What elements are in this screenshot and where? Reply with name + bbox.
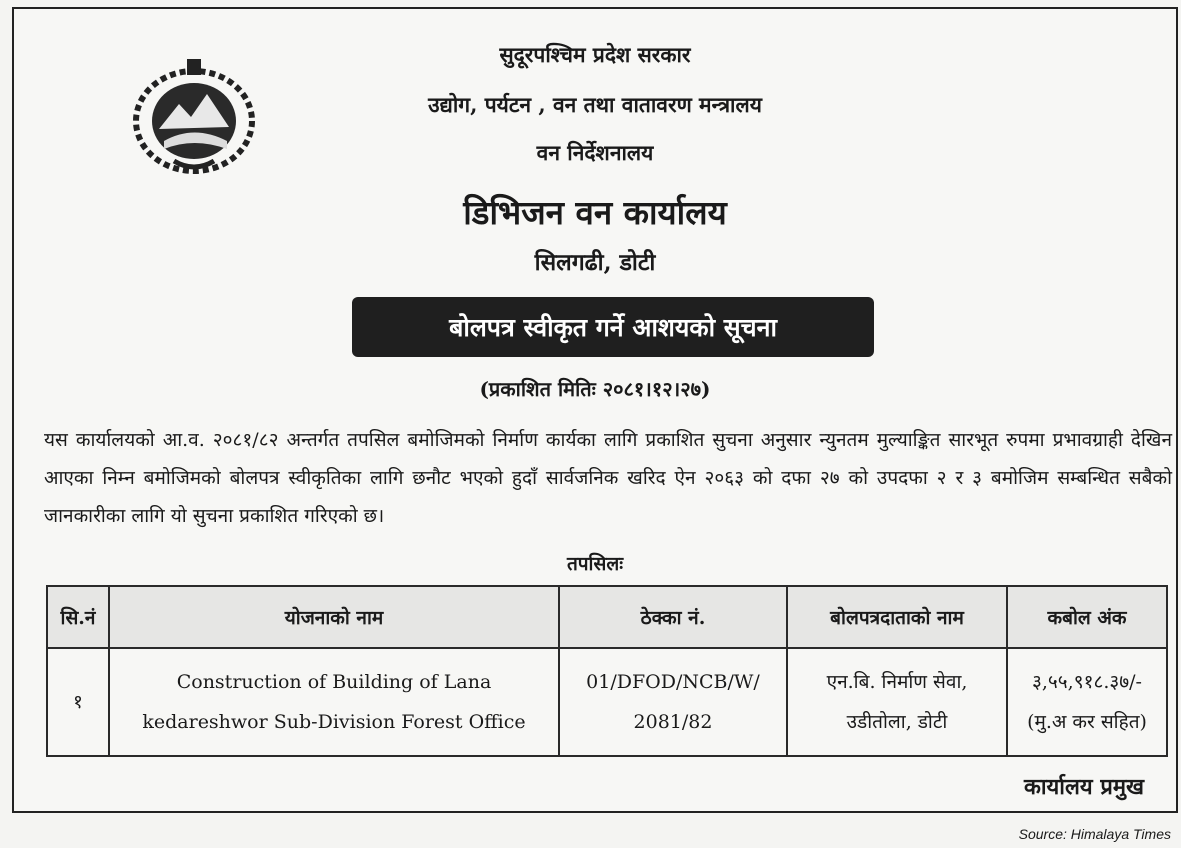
published-date: (प्रकाशित मितिः २०८१।१२।२७) (479, 377, 711, 401)
cell-project (109, 648, 559, 756)
notice-title: बोलपत्र स्वीकृत गर्ने आशयको सूचना (449, 313, 777, 342)
col-serial: सि.नं (47, 586, 109, 648)
directorate-name: वन निर्देशनालय (536, 140, 654, 165)
notice-title-banner (352, 297, 874, 357)
col-amount: कबोल अंक (1007, 586, 1167, 648)
amount-line-1: ३,५५,९१८.३७/- (1032, 671, 1142, 693)
contract-line-2: 2081/82 (633, 711, 713, 733)
table-row (47, 648, 1167, 756)
contract-table (46, 585, 1168, 757)
cell-contract (559, 648, 787, 756)
notice-frame (12, 7, 1178, 813)
project-line-1: Construction of Building of Lana (176, 671, 492, 693)
schedule-label: तपसिलः (566, 553, 624, 575)
notice-body: यस कार्यालयको आ.व. २०८१/८२ अन्तर्गत तपसिल बमोजिमको निर्माण कार्यका लागि प्रकाशित सुचना अनुसार न्युनतम मुल्याङ्कित सारभूत रुपमा प्रभावग्राही देखिन आएका निम्न बमोजिमको बोलपत्र स्वीकृतिका लागि छनौट भएको हुदाँ सार्वजनिक खरिद ऐन २०६३ को दफा २७ को उपदफा २ र ३ बमोजिम सम्बन्धित सबैको जानकारीका लागि यो सुचना प्रकाशित गरिएको छ। (44, 429, 1172, 527)
cell-amount (1007, 648, 1167, 756)
amount-line-2: (मु.अ कर सहित) (1027, 711, 1147, 733)
bidder-line-2: उडीतोला, डोटी (846, 711, 948, 733)
office-name: डिभिजन वन कार्यालय (463, 193, 727, 232)
col-contract: ठेक्का नं. (559, 586, 787, 648)
office-chief-signoff: कार्यालय प्रमुख (1023, 774, 1144, 800)
project-line-2: kedareshwor Sub-Division Forest Office (142, 711, 526, 733)
col-bidder: बोलपत्रदाताको नाम (787, 586, 1007, 648)
table-header-row (47, 586, 1167, 648)
government-name: सुदूरपश्चिम प्रदेश सरकार (499, 42, 691, 67)
cell-serial: १ (47, 648, 109, 756)
cell-bidder (787, 648, 1007, 756)
contract-line-1: 01/DFOD/NCB/W/ (586, 671, 760, 693)
ministry-name: उद्योग, पर्यटन , वन तथा वातावरण मन्त्रालय (428, 92, 762, 117)
bidder-line-1: एन.बि. निर्माण सेवा, (826, 671, 968, 693)
col-project: योजनाको नाम (109, 586, 559, 648)
source-credit: Source: Himalaya Times (1018, 826, 1171, 842)
office-location: सिलगढी, डोटी (534, 249, 656, 276)
